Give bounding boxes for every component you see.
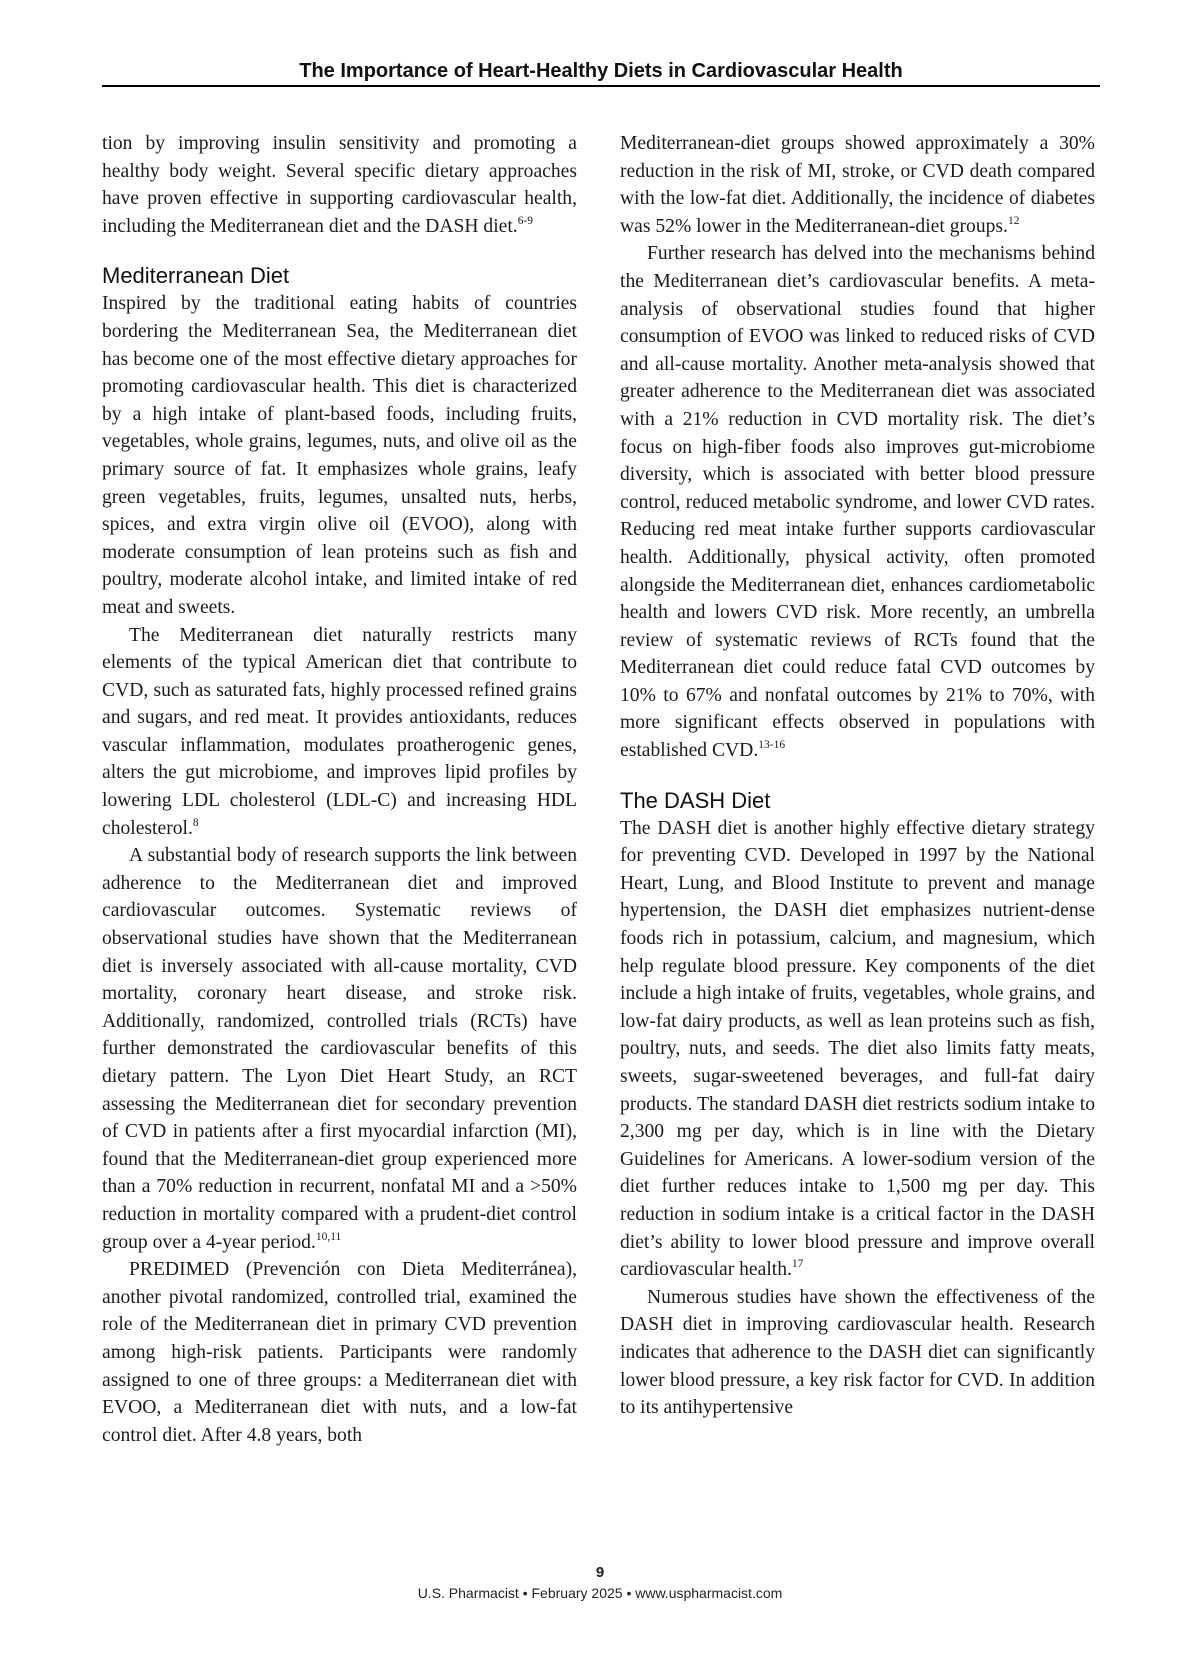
paragraph bbox=[102, 130, 577, 240]
right-column bbox=[620, 130, 1095, 1422]
publication-footer: U.S. Pharmacist • February 2025 • www.uspharmacist.com bbox=[417, 1585, 783, 1601]
paragraph bbox=[102, 290, 577, 621]
paragraph bbox=[102, 842, 577, 1256]
paragraph bbox=[620, 1284, 1095, 1422]
paragraph bbox=[102, 1256, 577, 1449]
paragraph bbox=[620, 815, 1095, 1284]
running-header-title: The Importance of Heart-Healthy Diets in Cardiovascular Health bbox=[299, 60, 903, 82]
paragraph-text: The DASH diet is another highly effective dietary strategy for preventing CVD. Developed in 1997 by the National Heart, Lung, and Blood Institute to prevent and manage hypertension, the DASH diet emphasizes nutrient-dense foods rich in potassium, calcium, and magnesium, which help regulate blood pressure. Key components of the diet include a high intake of fruits, vegetables, whole grains, and low-fat dairy products, as well as lean proteins such as fish, poultry, nuts, and seeds. The diet also limits fatty meats, sweets, sugar-sweetened beverages, and full-fat dairy products. The standard DASH diet restricts sodium intake to 2,300 mg per day, which is in line with the Dietary Guidelines for Americans. A lower-sodium version of the diet further reduces intake to 1,500 mg per day. This reduction in sodium intake is a critical factor in the DASH diet’s ability to lower blood pressure and improve overall cardiovascular health. bbox=[620, 817, 1095, 1281]
paragraph-text: Inspired by the traditional eating habits of countries bordering the Mediterranean Sea, the Mediterranean diet has become one of the most effective dietary approaches for promoting cardiovascular health. This diet is characterized by a high intake of plant-based foods, including fruits, vegetables, whole grains, legumes, nuts, and olive oil as the primary source of fat. It emphasizes whole grains, leafy green vegetables, fruits, legumes, unsalted nuts, herbs, spices, and extra virgin olive oil (EVOO), along with moderate consumption of lean proteins such as fish and poultry, moderate alcohol intake, and limited intake of red meat and sweets. bbox=[102, 293, 577, 618]
paragraph-text: Mediterranean-diet groups showed approximately a 30% reduction in the risk of MI, stroke, or CVD death compared with the low-fat diet. Additionally, the incidence of diabetes was 52% lower in the Mediterranean-diet groups. bbox=[620, 133, 1095, 237]
paragraph-text: The Mediterranean diet naturally restricts many elements of the typical American diet that contribute to CVD, such as saturated fats, highly processed refined grains and sugars, and red meat. It provides antioxidants, reduces vascular inflammation, modulates proatherogenic genes, alters the gut microbiome, and improves lipid profiles by lowering LDL cholesterol (LDL-C) and increasing HDL cholesterol. bbox=[102, 624, 577, 839]
reference-superscript: 6-9 bbox=[517, 214, 534, 227]
paragraph-text: tion by improving insulin sensitivity and promoting a healthy body weight. Several specific dietary approaches have proven effective in supporting cardiovascular health, including the Mediterranean diet and the DASH diet. bbox=[102, 133, 577, 237]
running-header bbox=[102, 59, 1100, 87]
paragraph-text: Numerous studies have shown the effectiveness of the DASH diet in improving cardiovascular health. Research indicates that adherence to the DASH diet can significantly lower blood pressure, a key risk factor for CVD. In addition to its antihypertensive bbox=[620, 1286, 1095, 1419]
section-heading-dash: The DASH Diet bbox=[620, 787, 771, 813]
reference-superscript: 17 bbox=[791, 1258, 804, 1271]
paragraph-text: A substantial body of research supports the link between adherence to the Mediterranean diet and improved cardiovascular outcomes. Systematic reviews of observational studies have shown that the Mediterranean diet is inversely associated with all-cause mortality, CVD mortality, coronary heart disease, and stroke risk. Additionally, randomized, controlled trials (RCTs) have further demonstrated the cardiovascular benefits of this dietary pattern. The Lyon Diet Heart Study, an RCT assessing the Mediterranean diet for secondary prevention of CVD in patients after a first myocardial infarction (MI), found that the Mediterranean-diet group experienced more than a 70% reduction in recurrent, nonfatal MI and a >50% reduction in mortality compared with a prudent-diet control group over a 4-year period. bbox=[102, 845, 577, 1253]
paragraph-text: Further research has delved into the mechanisms behind the Mediterranean diet’s cardiovascular benefits. A meta-analysis of observational studies found that higher consumption of EVOO was linked to reduced risks of CVD and all-cause mortality. Another meta-analysis showed that greater adherence to the Mediterranean diet was associated with a 21% reduction in CVD mortality risk. The diet’s focus on high-fiber foods also improves gut-microbiome diversity, which is associated with better blood pressure control, reduced metabolic syndrome, and lower CVD rates. Reducing red meat intake further supports cardiovascular health. Additionally, physical activity, often promoted alongside the Mediterranean diet, enhances cardiometabolic health and lowers CVD risk. More recently, an umbrella review of systematic reviews of RCTs found that the Mediterranean diet could reduce fatal CVD outcomes by 10% to 67% and nonfatal outcomes by 21% to 70%, with more significant effects observed in populations with established CVD. bbox=[620, 243, 1095, 762]
left-column bbox=[102, 130, 577, 1449]
section-heading-mediterranean: Mediterranean Diet bbox=[102, 263, 290, 289]
reference-superscript: 10,11 bbox=[315, 1230, 342, 1243]
paragraph bbox=[620, 130, 1095, 240]
page-number: 9 bbox=[595, 1564, 605, 1581]
reference-superscript: 8 bbox=[192, 816, 199, 829]
paragraph-text: PREDIMED (Prevención con Dieta Mediterránea), another pivotal randomized, controlled trial, examined the role of the Mediterranean diet in primary CVD prevention among high-risk patients. Participants were randomly assigned to one of three groups: a Mediterranean diet with EVOO, a Mediterranean diet with nuts, and a low-fat control diet. After 4.8 years, both bbox=[102, 1259, 577, 1446]
reference-superscript: 12 bbox=[1007, 214, 1020, 227]
reference-superscript: 13-16 bbox=[758, 739, 786, 752]
paragraph bbox=[620, 240, 1095, 764]
paragraph bbox=[102, 622, 577, 843]
